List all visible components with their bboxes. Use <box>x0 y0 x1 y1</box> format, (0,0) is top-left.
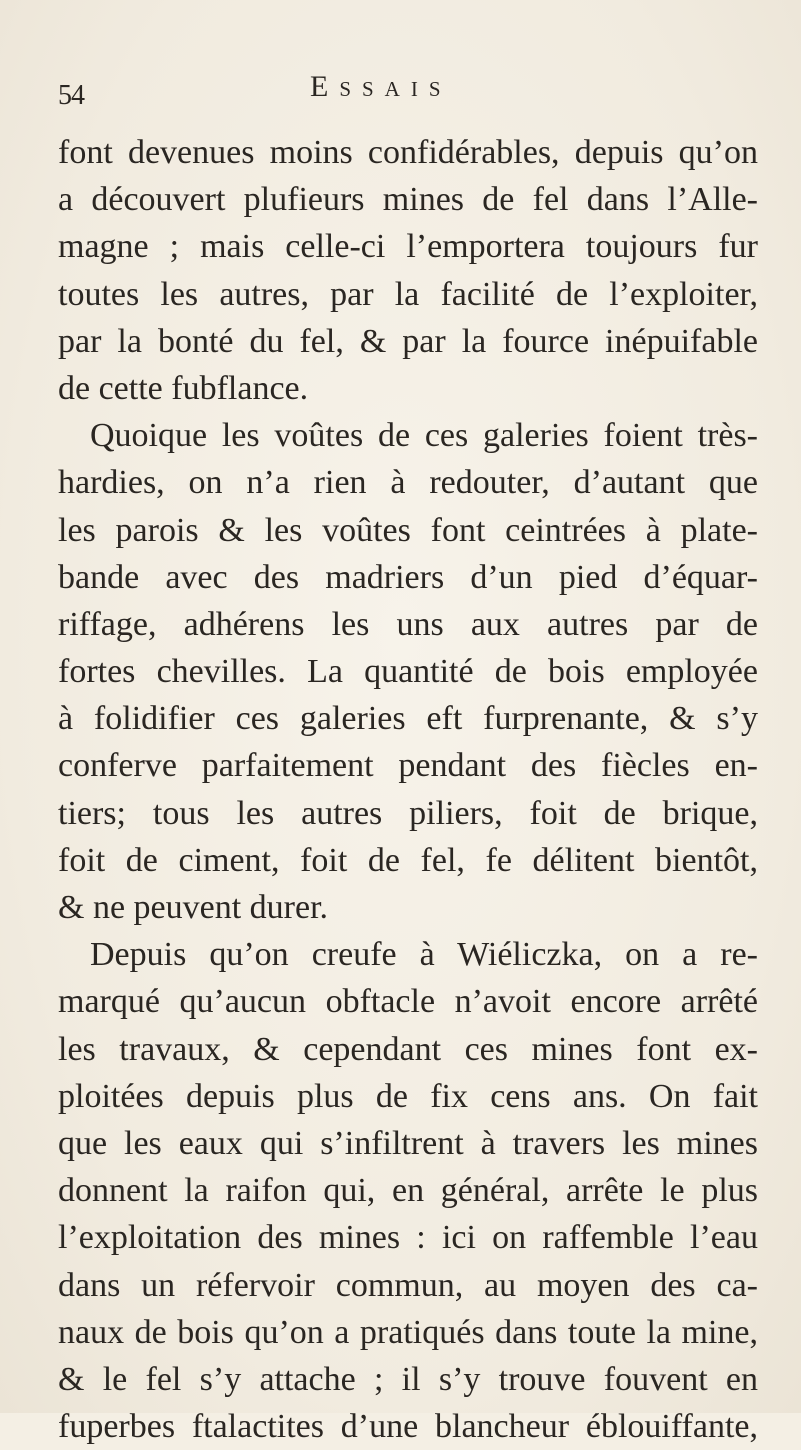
text-line: l’exploitation des mines : ici on raffemble l’eau <box>58 1219 758 1257</box>
text-line: dans un réfervoir commun, au moyen des ca- <box>58 1266 758 1304</box>
text-line: riffage, adhérens les uns aux autres par de <box>58 605 758 643</box>
text-line: les parois & les voûtes font ceintrées à plate- <box>58 511 758 549</box>
running-head: Essais <box>310 70 452 103</box>
body-text <box>58 129 758 1450</box>
text-line: à folidifier ces galeries eft furprenante, & s’y <box>58 700 758 738</box>
text-line: & le fel s’y attache ; il s’y trouve fouvent en <box>58 1360 758 1398</box>
text-line: hardies, on n’a rien à redouter, d’autant que <box>58 464 758 502</box>
text-line: & ne peuvent durer. <box>58 889 329 926</box>
text-line: tiers; tous les autres piliers, foit de brique, <box>58 794 758 832</box>
text-line: que les eaux qui s’infiltrent à travers les mines <box>58 1124 758 1162</box>
text-line: font devenues moins confidérables, depuis qu’on <box>58 134 758 171</box>
text-line: de cette fubflance. <box>58 369 309 407</box>
text-line: marqué qu’aucun obftacle n’avoit encore arrêté <box>58 983 758 1021</box>
text-line: ploitées depuis plus de fix cens ans. On fait <box>58 1077 758 1115</box>
page-number: 54 <box>58 80 84 111</box>
text-line: conferve parfaitement pendant des fiècles en- <box>58 747 758 785</box>
text-line: par la bonté du fel, & par la fource inépuifable <box>58 322 758 360</box>
text-line: bande avec des madriers d’un pied d’équar- <box>58 558 758 596</box>
text-line: naux de bois qu’on a pratiqués dans toute la mine, <box>58 1313 758 1351</box>
paragraph-start-line: Quoique les voûtes de ces galeries foient très- <box>90 417 758 455</box>
text-line: fortes chevilles. La quantité de bois employée <box>58 653 758 691</box>
text-line: fuperbes ftalactites d’une blancheur éblouiffante, <box>58 1408 758 1446</box>
text-line: magne ; mais celle-ci l’emportera toujours fur <box>58 228 758 266</box>
text-line: foit de ciment, foit de fel, fe délitent bientôt, <box>58 841 758 879</box>
text-line: a découvert plufieurs mines de fel dans l’Alle- <box>58 181 758 219</box>
text-line: donnent la raifon qui, en général, arrête le plus <box>58 1172 758 1210</box>
text-line: les travaux, & cependant ces mines font ex- <box>58 1030 758 1068</box>
paragraph-start-line: Depuis qu’on creufe à Wiéliczka, on a re- <box>90 936 758 974</box>
page-header <box>58 70 758 110</box>
text-line: toutes les autres, par la facilité de l’exploiter, <box>58 275 758 313</box>
